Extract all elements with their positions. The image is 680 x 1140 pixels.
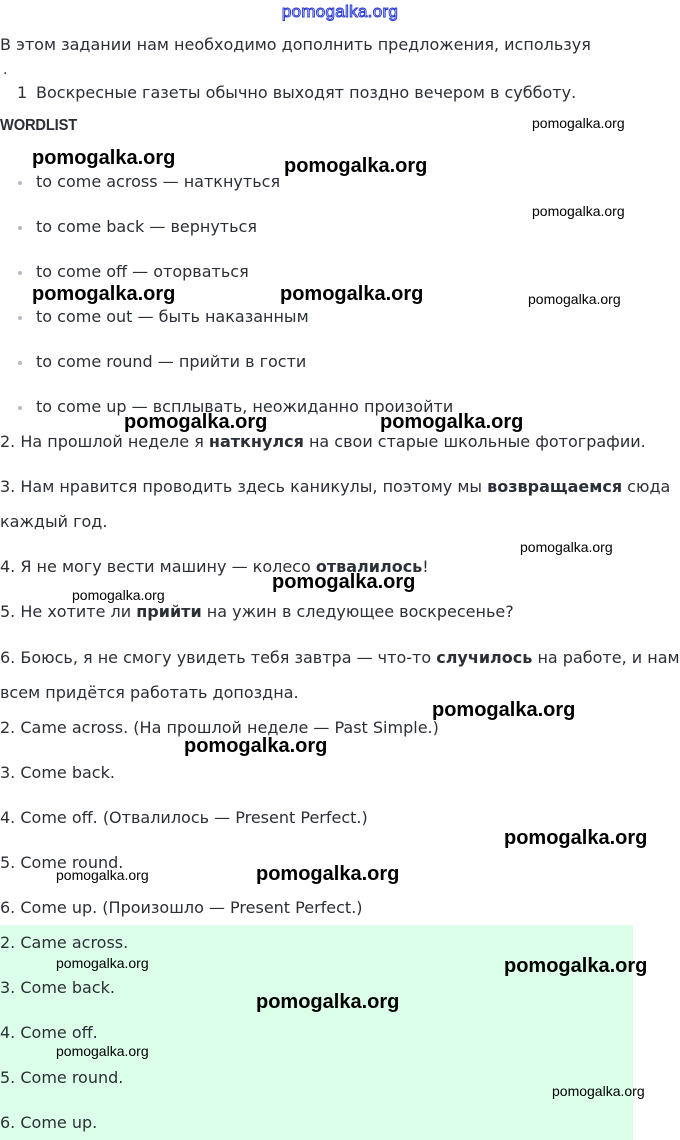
sentence-5 xyxy=(0,602,514,622)
watermark: pomogalka.org xyxy=(272,571,416,593)
sentence-bold-word: возвращаемся xyxy=(487,477,623,496)
sentence-text: 4. Я не могу вести машину — колесо xyxy=(0,557,316,576)
watermark: pomogalka.org xyxy=(504,827,648,849)
sentence-text: 3. Нам нравится проводить здесь каникулы, поэтому мы xyxy=(0,477,488,496)
site-link[interactable]: pomogalka.org xyxy=(281,2,399,21)
watermark: pomogalka.org xyxy=(256,991,400,1013)
watermark: pomogalka.org xyxy=(528,291,621,307)
wordlist-item: to come up — всплывать, неожиданно произойти xyxy=(36,397,454,416)
sentence-text: 5. Не хотите ли xyxy=(0,602,137,621)
explanation-item: 6. Come up. (Произошло — Present Perfect.) xyxy=(0,898,363,917)
wordlist-item: to come back — вернуться xyxy=(36,217,257,236)
bullet-icon xyxy=(18,316,22,320)
answer-item: 3. Come back. xyxy=(0,978,115,997)
bullet-icon xyxy=(18,361,22,365)
sentence-text: ! xyxy=(422,557,429,576)
example-number: 1 xyxy=(17,83,28,102)
sentence-2 xyxy=(0,432,646,452)
watermark: pomogalka.org xyxy=(256,863,400,885)
watermark: pomogalka.org xyxy=(504,955,648,977)
watermark: pomogalka.org xyxy=(532,203,625,219)
sentence-bold-word: отвалилось xyxy=(315,557,423,576)
watermark: pomogalka.org xyxy=(56,867,149,883)
watermark: pomogalka.org xyxy=(56,1043,149,1059)
sentence-text: 6. Боюсь, я не смогу увидеть тебя завтра — что-то xyxy=(0,648,437,667)
watermark: pomogalka.org xyxy=(72,587,165,603)
watermark: pomogalka.org xyxy=(184,735,328,757)
explanation-item: 2. Came across. (На прошлой неделе — Past Simple.) xyxy=(0,718,439,737)
bullet-icon xyxy=(18,181,22,185)
sentence-text: 2. На прошлой неделе я xyxy=(0,432,209,451)
answer-item: 5. Come round. xyxy=(0,1068,124,1087)
watermark: pomogalka.org xyxy=(284,155,428,177)
sentence-bold-word: случилось xyxy=(436,648,533,667)
sentence-3-line-1 xyxy=(0,477,670,497)
intro-text: В этом задании нам необходимо дополнить предложения, используя xyxy=(0,35,591,54)
watermark: pomogalka.org xyxy=(56,955,149,971)
answer-item: 2. Came across. xyxy=(0,933,129,952)
intro-dot: . xyxy=(3,62,8,78)
sentence-bold-word: прийти xyxy=(136,602,202,621)
sentence-6-line-1 xyxy=(0,648,680,668)
sentence-3-line-2: каждый год. xyxy=(0,512,108,531)
wordlist-item: to come out — быть наказанным xyxy=(36,307,309,326)
wordlist-item: to come round — прийти в гости xyxy=(36,352,307,371)
watermark: pomogalka.org xyxy=(280,283,424,305)
wordlist-heading: WORDLIST xyxy=(0,117,78,134)
watermark: pomogalka.org xyxy=(32,283,176,305)
sentence-text: на свои старые школьные фотографии. xyxy=(303,432,646,451)
watermark: pomogalka.org xyxy=(552,1083,645,1099)
sentence-bold-word: наткнулся xyxy=(208,432,304,451)
explanation-item: 3. Come back. xyxy=(0,763,115,782)
sentence-text: на ужин в следующее воскресенье? xyxy=(201,602,514,621)
watermark: pomogalka.org xyxy=(380,411,524,433)
sentence-text: сюда xyxy=(622,477,671,496)
bullet-icon xyxy=(18,226,22,230)
watermark: pomogalka.org xyxy=(124,411,268,433)
answer-item: 4. Come off. xyxy=(0,1023,98,1042)
explanation-item: 4. Come off. (Отвалилось — Present Perfect.) xyxy=(0,808,368,827)
watermark: pomogalka.org xyxy=(432,699,576,721)
sentence-text: на работе, и нам xyxy=(532,648,680,667)
watermark: pomogalka.org xyxy=(32,147,176,169)
bullet-icon xyxy=(18,271,22,275)
watermark: pomogalka.org xyxy=(532,115,625,131)
explanation-item: 5. Come round. xyxy=(0,853,124,872)
example-sentence: Воскресные газеты обычно выходят поздно вечером в субботу. xyxy=(36,83,577,102)
wordlist-item: to come across — наткнуться xyxy=(36,172,281,191)
bullet-icon xyxy=(18,406,22,410)
wordlist-item: to come off — оторваться xyxy=(36,262,249,281)
answer-item: 6. Come up. xyxy=(0,1113,98,1132)
sentence-6-line-2: всем придётся работать допоздна. xyxy=(0,683,299,702)
watermark: pomogalka.org xyxy=(520,539,613,555)
